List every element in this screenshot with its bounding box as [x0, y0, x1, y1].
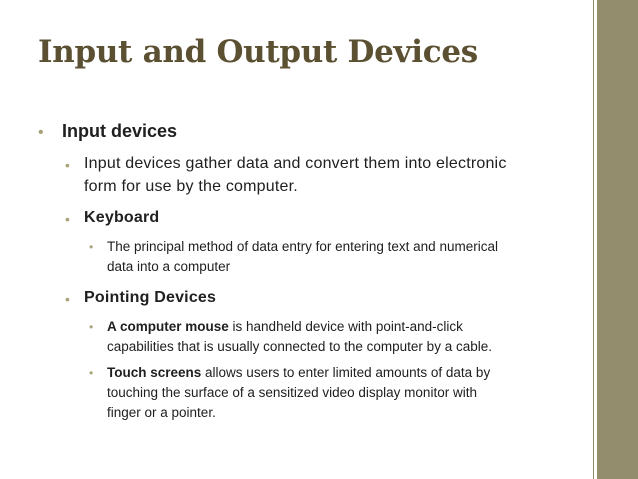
bullet-dot: •	[65, 211, 70, 227]
touch-description-line-1	[107, 363, 490, 382]
touch-term: Touch screens	[107, 365, 202, 380]
bullet-dot: •	[89, 320, 94, 334]
mouse-term: A computer mouse	[107, 319, 229, 334]
mouse-description-line-2: capabilities that is usually connected to the computer by a cable.	[107, 339, 492, 354]
input-description-line-2: form for use by the computer.	[84, 178, 298, 195]
bullet-pointing-devices: Pointing Devices	[84, 289, 217, 306]
keyboard-description-line-1: The principal method of data entry for entering text and numerical	[107, 239, 498, 254]
slide-title: Input and Output Devices	[38, 34, 478, 70]
touch-description-line-2: touching the surface of a sensitized video display monitor with	[107, 385, 477, 400]
mouse-description-rest: is handheld device with point-and-click	[228, 319, 463, 334]
bullet-input-devices: Input devices	[62, 121, 178, 141]
touch-description-line-3: finger or a pointer.	[107, 405, 216, 420]
bullet-dot: •	[38, 124, 44, 141]
touch-description-rest: allows users to enter limited amounts of data by	[201, 365, 491, 380]
bullet-dot: •	[65, 157, 70, 173]
bullet-dot: •	[89, 240, 94, 254]
bullet-dot: •	[65, 291, 70, 307]
bullet-dot: •	[89, 366, 94, 380]
input-description-line-1: Input devices gather data and convert them into electronic	[84, 155, 507, 172]
mouse-description-line-1	[107, 317, 463, 336]
keyboard-description-line-2: data into a computer	[107, 259, 231, 274]
bullet-keyboard: Keyboard	[84, 209, 160, 226]
